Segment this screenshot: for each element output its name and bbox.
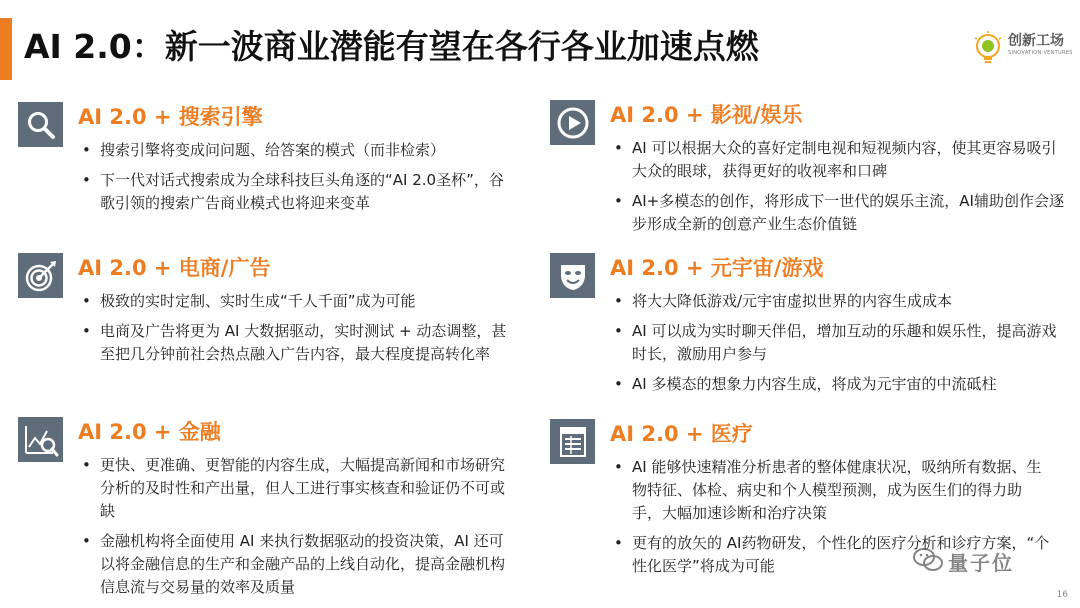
bullet-item: • 极致的实时定制、实时生成“千人千面”成为可能: [78, 290, 518, 313]
bullet-list: [78, 454, 518, 606]
bullet-item: • 将大大降低游戏/元宇宙虚拟世界的内容生成成本: [610, 290, 1070, 313]
section-icon-box: [550, 100, 595, 145]
bullet-item: • 电商及广告将更为 AI 大数据驱动，实时测试 + 动态调整，甚至把几分钟前社会热点融入广告内容，最大程度提高转化率: [78, 320, 518, 366]
lightbulb-logo-icon: [970, 30, 1006, 66]
logo-name-en: SINOVATION VENTURES: [1008, 50, 1073, 56]
section-heading: AI 2.0 + 搜索引擎: [78, 105, 263, 129]
bullet-list: [78, 290, 518, 373]
sinovation-logo: [968, 28, 1076, 68]
bullet-item: • 搜索引擎将变成问问题、给答案的模式（而非检索）: [78, 139, 518, 162]
section-icon-box: [18, 253, 63, 298]
bullet-item: • 更快、更准确、更智能的内容生成，大幅提高新闻和市场研究分析的及时性和产出量，但人工进行事实核查和验证仍不可或缺: [78, 454, 518, 523]
bullet-item: • 金融机构将全面使用 AI 来执行数据驱动的投资决策，AI 还可以将金融信息的生产和金融产品的上线自动化，提高金融机构信息流与交易量的效率及质量: [78, 530, 518, 599]
target-icon: [24, 259, 58, 293]
bullet-item: • AI 能够快速精准分析患者的整体健康状况，吸纳所有数据、生物特征、体检、病史和个人模型预测，成为医生们的得力助手，大幅加速诊断和治疗决策: [610, 456, 1050, 525]
section-icon-box: [550, 419, 595, 464]
logo-name-cn: 创新工场: [1008, 33, 1064, 49]
bullet-item: • 更有的放矢的 AI药物研发，个性化的医疗分析和诊疗方案，“个性化医学”将成为可能: [610, 532, 1050, 578]
section-heading: AI 2.0 + 影视/娱乐: [610, 103, 803, 127]
section-heading: AI 2.0 + 元宇宙/游戏: [610, 256, 824, 280]
page-title: AI 2.0：新一波商业潜能有望在各行各业加速点燃: [24, 27, 759, 66]
play-button-icon: [556, 106, 590, 140]
section-heading: AI 2.0 + 电商/广告: [78, 256, 271, 280]
medical-record-icon: [557, 425, 589, 459]
bullet-list: [78, 139, 518, 222]
chart-analysis-icon: [23, 423, 59, 457]
section-heading: AI 2.0 + 金融: [78, 420, 221, 444]
section-icon-box: [18, 102, 63, 147]
bullet-item: • AI 可以根据大众的喜好定制电视和短视频内容，使其更容易吸引大众的眼球，获得更好的收视率和口碑: [610, 137, 1065, 183]
bullet-list: [610, 137, 1065, 243]
page-number: 16: [1056, 590, 1068, 600]
mask-icon: [556, 259, 590, 293]
watermark-text: 量子位: [948, 551, 1014, 575]
wechat-icon: [912, 546, 944, 574]
magnifier-icon: [25, 109, 57, 141]
bullet-item: • AI 可以成为实时聊天伴侣，增加互动的乐趣和娱乐性，提高游戏时长，激励用户参与: [610, 320, 1070, 366]
bullet-list: [610, 290, 1070, 403]
watermark: [912, 545, 1052, 575]
bullet-item: • AI 多模态的想象力内容生成，将成为元宇宙的中流砥柱: [610, 373, 1070, 396]
title-accent-bar: [0, 18, 12, 80]
section-heading: AI 2.0 + 医疗: [610, 422, 753, 446]
section-icon-box: [550, 253, 595, 298]
section-icon-box: [18, 417, 63, 462]
bullet-item: • 下一代对话式搜索成为全球科技巨头角逐的“AI 2.0圣杯”，谷歌引领的搜索广告商业模式也将迎来变革: [78, 169, 518, 215]
bullet-item: • AI+多模态的创作，将形成下一世代的娱乐主流，AI辅助创作会逐步形成全新的创意产业生态价值链: [610, 190, 1065, 236]
